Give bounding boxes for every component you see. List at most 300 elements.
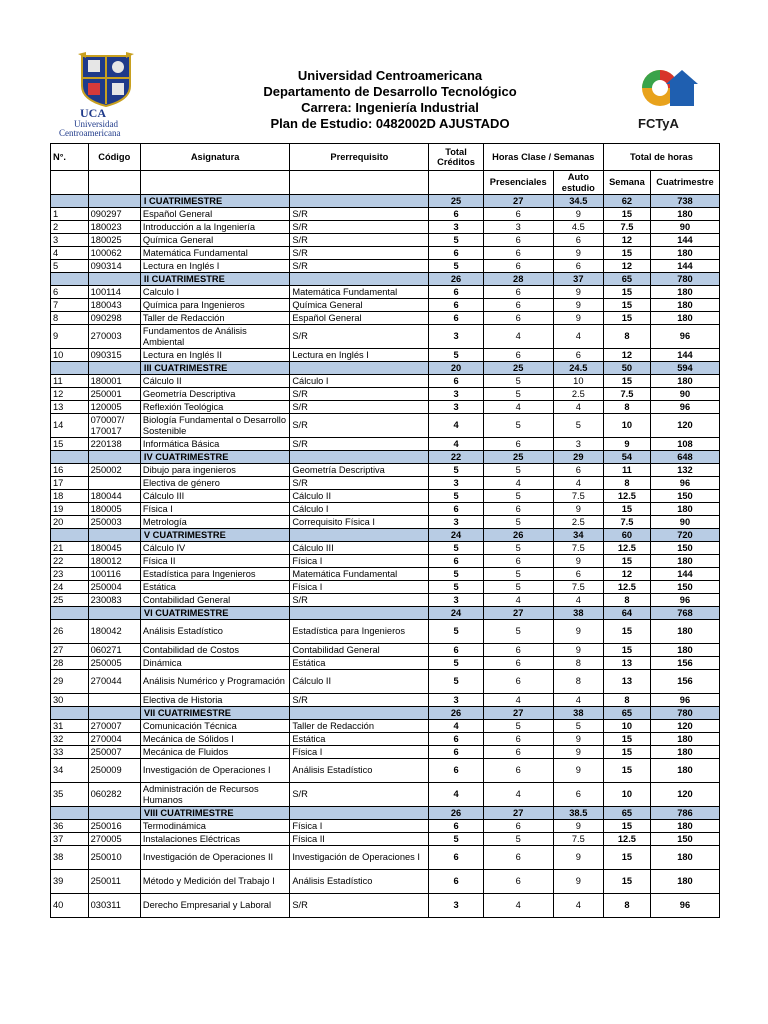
row-prereq: S/R bbox=[290, 477, 429, 490]
row-cuatrimestre: 144 bbox=[650, 349, 719, 362]
row-credits: 5 bbox=[429, 260, 483, 273]
row-prereq: S/R bbox=[290, 894, 429, 918]
career-title: Carrera: Ingeniería Industrial bbox=[301, 100, 479, 115]
row-code: 180012 bbox=[88, 555, 140, 568]
row-subject: Mecánica de Fluidos bbox=[140, 746, 289, 759]
row-code: 180001 bbox=[88, 375, 140, 388]
row-code: 100062 bbox=[88, 247, 140, 260]
section-total: 780 bbox=[650, 707, 719, 720]
row-num: 32 bbox=[51, 733, 89, 746]
row-code: 180043 bbox=[88, 299, 140, 312]
row-code: 270044 bbox=[88, 670, 140, 694]
row-num: 38 bbox=[51, 846, 89, 870]
svg-text:Centroamericana: Centroamericana bbox=[59, 128, 121, 138]
section-total: 25 bbox=[483, 362, 553, 375]
row-semana: 8 bbox=[603, 325, 650, 349]
row-subject: Estadística para Ingenieros bbox=[140, 568, 289, 581]
row-presenciales: 6 bbox=[483, 759, 553, 783]
row-semana: 7.5 bbox=[603, 221, 650, 234]
row-semana: 12 bbox=[603, 260, 650, 273]
row-auto-estudio: 9 bbox=[553, 503, 603, 516]
row-subject: Metrología bbox=[140, 516, 289, 529]
row-semana: 12.5 bbox=[603, 542, 650, 555]
row-prereq: S/R bbox=[290, 260, 429, 273]
section-total: 594 bbox=[650, 362, 719, 375]
row-num: 19 bbox=[51, 503, 89, 516]
department-title: Departamento de Desarrollo Tecnológico bbox=[263, 84, 517, 99]
row-credits: 3 bbox=[429, 221, 483, 234]
table-row bbox=[51, 234, 720, 247]
row-cuatrimestre: 180 bbox=[650, 870, 719, 894]
row-credits: 6 bbox=[429, 746, 483, 759]
row-auto-estudio: 9 bbox=[553, 312, 603, 325]
section-total: 34 bbox=[553, 529, 603, 542]
row-credits: 5 bbox=[429, 464, 483, 477]
row-presenciales: 5 bbox=[483, 464, 553, 477]
row-presenciales: 6 bbox=[483, 670, 553, 694]
row-presenciales: 6 bbox=[483, 870, 553, 894]
row-semana: 15 bbox=[603, 820, 650, 833]
section-row bbox=[51, 273, 720, 286]
row-cuatrimestre: 132 bbox=[650, 464, 719, 477]
row-auto-estudio: 9 bbox=[553, 746, 603, 759]
row-credits: 3 bbox=[429, 477, 483, 490]
row-semana: 15 bbox=[603, 620, 650, 644]
row-cuatrimestre: 180 bbox=[650, 759, 719, 783]
row-code: 180042 bbox=[88, 620, 140, 644]
row-semana: 8 bbox=[603, 594, 650, 607]
row-subject: Termodinámica bbox=[140, 820, 289, 833]
col-total-hours: Total de horas bbox=[603, 144, 719, 171]
col-cuatrimestre: Cuatrimestre bbox=[650, 171, 719, 195]
row-auto-estudio: 9 bbox=[553, 870, 603, 894]
row-credits: 4 bbox=[429, 414, 483, 438]
row-auto-estudio: 5 bbox=[553, 414, 603, 438]
row-presenciales: 6 bbox=[483, 503, 553, 516]
row-presenciales: 6 bbox=[483, 733, 553, 746]
row-credits: 5 bbox=[429, 620, 483, 644]
row-auto-estudio: 5 bbox=[553, 720, 603, 733]
row-code: 090297 bbox=[88, 208, 140, 221]
table-row bbox=[51, 516, 720, 529]
row-prereq: Cálculo II bbox=[290, 490, 429, 503]
row-cuatrimestre: 180 bbox=[650, 746, 719, 759]
row-prereq: Lectura en Inglés I bbox=[290, 349, 429, 362]
section-total: 65 bbox=[603, 707, 650, 720]
row-cuatrimestre: 180 bbox=[650, 620, 719, 644]
section-total: 25 bbox=[483, 451, 553, 464]
row-num: 33 bbox=[51, 746, 89, 759]
row-code: 250016 bbox=[88, 820, 140, 833]
section-name: I CUATRIMESTRE bbox=[140, 195, 289, 208]
row-presenciales: 6 bbox=[483, 234, 553, 247]
row-subject: Mecánica de Sólidos I bbox=[140, 733, 289, 746]
row-semana: 9 bbox=[603, 438, 650, 451]
row-subject: Contabilidad General bbox=[140, 594, 289, 607]
section-name: VII CUATRIMESTRE bbox=[140, 707, 289, 720]
section-row bbox=[51, 529, 720, 542]
table-row bbox=[51, 644, 720, 657]
row-presenciales: 6 bbox=[483, 438, 553, 451]
row-credits: 4 bbox=[429, 720, 483, 733]
row-cuatrimestre: 180 bbox=[650, 208, 719, 221]
row-subject: Calculo I bbox=[140, 286, 289, 299]
row-presenciales: 4 bbox=[483, 894, 553, 918]
row-credits: 6 bbox=[429, 375, 483, 388]
row-semana: 8 bbox=[603, 894, 650, 918]
row-code bbox=[88, 477, 140, 490]
row-auto-estudio: 2.5 bbox=[553, 516, 603, 529]
row-cuatrimestre: 120 bbox=[650, 783, 719, 807]
row-credits: 6 bbox=[429, 759, 483, 783]
row-code: 100116 bbox=[88, 568, 140, 581]
table-row bbox=[51, 260, 720, 273]
subheader-row bbox=[51, 171, 720, 195]
row-code: 180023 bbox=[88, 221, 140, 234]
row-code: 270007 bbox=[88, 720, 140, 733]
col-prereq: Prerrequisito bbox=[290, 144, 429, 171]
row-subject: Lectura en Inglés I bbox=[140, 260, 289, 273]
row-num: 37 bbox=[51, 833, 89, 846]
section-total: 64 bbox=[603, 607, 650, 620]
row-presenciales: 4 bbox=[483, 325, 553, 349]
section-total: 26 bbox=[429, 707, 483, 720]
row-prereq: S/R bbox=[290, 234, 429, 247]
table-row bbox=[51, 670, 720, 694]
row-prereq: Español General bbox=[290, 312, 429, 325]
table-row bbox=[51, 594, 720, 607]
row-credits: 6 bbox=[429, 733, 483, 746]
row-subject: Matemática Fundamental bbox=[140, 247, 289, 260]
row-subject: Estática bbox=[140, 581, 289, 594]
table-row bbox=[51, 438, 720, 451]
row-credits: 6 bbox=[429, 846, 483, 870]
row-credits: 6 bbox=[429, 312, 483, 325]
row-presenciales: 4 bbox=[483, 694, 553, 707]
row-credits: 5 bbox=[429, 657, 483, 670]
section-total: 738 bbox=[650, 195, 719, 208]
row-cuatrimestre: 108 bbox=[650, 438, 719, 451]
row-auto-estudio: 9 bbox=[553, 247, 603, 260]
row-credits: 5 bbox=[429, 234, 483, 247]
row-presenciales: 5 bbox=[483, 542, 553, 555]
row-prereq: Cálculo III bbox=[290, 542, 429, 555]
row-subject: Cálculo II bbox=[140, 375, 289, 388]
table-row bbox=[51, 312, 720, 325]
table-row bbox=[51, 568, 720, 581]
row-auto-estudio: 10 bbox=[553, 375, 603, 388]
table-row bbox=[51, 477, 720, 490]
row-semana: 13 bbox=[603, 657, 650, 670]
row-auto-estudio: 7.5 bbox=[553, 490, 603, 503]
row-presenciales: 5 bbox=[483, 720, 553, 733]
table-row bbox=[51, 401, 720, 414]
section-total: 38.5 bbox=[553, 807, 603, 820]
row-code: 090298 bbox=[88, 312, 140, 325]
row-auto-estudio: 9 bbox=[553, 820, 603, 833]
row-num: 22 bbox=[51, 555, 89, 568]
header-row bbox=[51, 144, 720, 171]
section-total: 26 bbox=[429, 273, 483, 286]
row-presenciales: 6 bbox=[483, 746, 553, 759]
section-total: 54 bbox=[603, 451, 650, 464]
row-num: 6 bbox=[51, 286, 89, 299]
row-credits: 5 bbox=[429, 542, 483, 555]
section-name: VIII CUATRIMESTRE bbox=[140, 807, 289, 820]
table-row bbox=[51, 783, 720, 807]
row-auto-estudio: 7.5 bbox=[553, 581, 603, 594]
row-subject: Introducción a la Ingeniería bbox=[140, 221, 289, 234]
table-row bbox=[51, 870, 720, 894]
table-row bbox=[51, 247, 720, 260]
row-code: 090315 bbox=[88, 349, 140, 362]
row-semana: 7.5 bbox=[603, 388, 650, 401]
row-num: 5 bbox=[51, 260, 89, 273]
row-subject: Análisis Estadístico bbox=[140, 620, 289, 644]
row-cuatrimestre: 90 bbox=[650, 388, 719, 401]
row-prereq: S/R bbox=[290, 247, 429, 260]
row-prereq: Física I bbox=[290, 820, 429, 833]
row-code: 100114 bbox=[88, 286, 140, 299]
row-cuatrimestre: 180 bbox=[650, 555, 719, 568]
row-num: 18 bbox=[51, 490, 89, 503]
row-semana: 10 bbox=[603, 414, 650, 438]
section-row bbox=[51, 807, 720, 820]
row-prereq: Cálculo I bbox=[290, 503, 429, 516]
row-cuatrimestre: 180 bbox=[650, 286, 719, 299]
row-presenciales: 5 bbox=[483, 581, 553, 594]
row-code: 180005 bbox=[88, 503, 140, 516]
row-subject: Cálculo IV bbox=[140, 542, 289, 555]
fctya-logo bbox=[632, 62, 704, 134]
section-total: 27 bbox=[483, 707, 553, 720]
row-num: 17 bbox=[51, 477, 89, 490]
row-semana: 15 bbox=[603, 208, 650, 221]
section-name: V CUATRIMESTRE bbox=[140, 529, 289, 542]
section-total: 780 bbox=[650, 273, 719, 286]
section-total: 768 bbox=[650, 607, 719, 620]
row-num: 30 bbox=[51, 694, 89, 707]
row-subject: Investigación de Operaciones I bbox=[140, 759, 289, 783]
row-credits: 3 bbox=[429, 516, 483, 529]
row-presenciales: 4 bbox=[483, 477, 553, 490]
row-presenciales: 6 bbox=[483, 349, 553, 362]
row-semana: 15 bbox=[603, 759, 650, 783]
row-subject: Física I bbox=[140, 503, 289, 516]
row-semana: 12.5 bbox=[603, 490, 650, 503]
row-prereq: S/R bbox=[290, 694, 429, 707]
row-prereq: Física I bbox=[290, 555, 429, 568]
row-subject: Taller de Redacción bbox=[140, 312, 289, 325]
row-num: 11 bbox=[51, 375, 89, 388]
row-num: 40 bbox=[51, 894, 89, 918]
row-num: 8 bbox=[51, 312, 89, 325]
row-presenciales: 5 bbox=[483, 388, 553, 401]
row-code: 250005 bbox=[88, 657, 140, 670]
row-num: 35 bbox=[51, 783, 89, 807]
section-total: 24.5 bbox=[553, 362, 603, 375]
row-cuatrimestre: 96 bbox=[650, 325, 719, 349]
col-credits: Total Créditos bbox=[429, 144, 483, 171]
row-auto-estudio: 9 bbox=[553, 299, 603, 312]
row-semana: 15 bbox=[603, 247, 650, 260]
row-num: 13 bbox=[51, 401, 89, 414]
row-prereq: S/R bbox=[290, 414, 429, 438]
row-subject: Reflexión Teológica bbox=[140, 401, 289, 414]
row-credits: 4 bbox=[429, 783, 483, 807]
row-semana: 13 bbox=[603, 670, 650, 694]
row-cuatrimestre: 180 bbox=[650, 503, 719, 516]
table-row bbox=[51, 375, 720, 388]
row-auto-estudio: 7.5 bbox=[553, 542, 603, 555]
row-subject: Biología Fundamental o Desarrollo Sostenible bbox=[140, 414, 289, 438]
section-total: 38 bbox=[553, 707, 603, 720]
row-num: 10 bbox=[51, 349, 89, 362]
row-num: 12 bbox=[51, 388, 89, 401]
row-auto-estudio: 9 bbox=[553, 733, 603, 746]
section-total: 24 bbox=[429, 529, 483, 542]
row-semana: 7.5 bbox=[603, 516, 650, 529]
row-cuatrimestre: 96 bbox=[650, 401, 719, 414]
col-semana: Semana bbox=[603, 171, 650, 195]
row-credits: 6 bbox=[429, 503, 483, 516]
row-prereq: Análisis Estadístico bbox=[290, 870, 429, 894]
row-auto-estudio: 4 bbox=[553, 894, 603, 918]
row-semana: 8 bbox=[603, 694, 650, 707]
row-presenciales: 4 bbox=[483, 594, 553, 607]
row-semana: 15 bbox=[603, 375, 650, 388]
row-auto-estudio: 6 bbox=[553, 783, 603, 807]
section-total: 34.5 bbox=[553, 195, 603, 208]
row-semana: 15 bbox=[603, 870, 650, 894]
document-titles bbox=[180, 68, 600, 132]
section-total: 62 bbox=[603, 195, 650, 208]
row-code: 180025 bbox=[88, 234, 140, 247]
row-cuatrimestre: 180 bbox=[650, 820, 719, 833]
row-prereq: Cálculo II bbox=[290, 670, 429, 694]
row-presenciales: 6 bbox=[483, 555, 553, 568]
row-prereq: Estática bbox=[290, 733, 429, 746]
row-num: 29 bbox=[51, 670, 89, 694]
row-auto-estudio: 6 bbox=[553, 260, 603, 273]
table-row bbox=[51, 464, 720, 477]
row-num: 15 bbox=[51, 438, 89, 451]
row-prereq: Química General bbox=[290, 299, 429, 312]
row-code: 250009 bbox=[88, 759, 140, 783]
row-prereq: Matemática Fundamental bbox=[290, 286, 429, 299]
col-presenciales: Presenciales bbox=[483, 171, 553, 195]
row-cuatrimestre: 150 bbox=[650, 581, 719, 594]
row-presenciales: 6 bbox=[483, 299, 553, 312]
row-num: 24 bbox=[51, 581, 89, 594]
section-total: 37 bbox=[553, 273, 603, 286]
row-credits: 5 bbox=[429, 670, 483, 694]
row-semana: 15 bbox=[603, 555, 650, 568]
row-auto-estudio: 4 bbox=[553, 594, 603, 607]
row-prereq: Contabilidad General bbox=[290, 644, 429, 657]
row-num: 16 bbox=[51, 464, 89, 477]
row-auto-estudio: 8 bbox=[553, 670, 603, 694]
row-code bbox=[88, 694, 140, 707]
row-credits: 5 bbox=[429, 490, 483, 503]
col-hours-class: Horas Clase / Semanas bbox=[483, 144, 603, 171]
section-total: 24 bbox=[429, 607, 483, 620]
uca-logo bbox=[56, 52, 156, 138]
row-credits: 6 bbox=[429, 208, 483, 221]
row-code: 250001 bbox=[88, 388, 140, 401]
row-subject: Lectura en Inglés II bbox=[140, 349, 289, 362]
row-subject: Electiva de género bbox=[140, 477, 289, 490]
row-prereq: S/R bbox=[290, 208, 429, 221]
section-total: 27 bbox=[483, 807, 553, 820]
study-plan-table bbox=[50, 143, 720, 918]
row-code: 230083 bbox=[88, 594, 140, 607]
row-auto-estudio: 6 bbox=[553, 568, 603, 581]
section-total: 29 bbox=[553, 451, 603, 464]
row-subject: Física II bbox=[140, 555, 289, 568]
row-auto-estudio: 6 bbox=[553, 349, 603, 362]
row-semana: 12 bbox=[603, 568, 650, 581]
row-presenciales: 6 bbox=[483, 247, 553, 260]
row-subject: Comunicación Técnica bbox=[140, 720, 289, 733]
row-code: 250011 bbox=[88, 870, 140, 894]
row-subject: Dibujo para ingenieros bbox=[140, 464, 289, 477]
row-prereq: Geometría Descriptiva bbox=[290, 464, 429, 477]
row-cuatrimestre: 180 bbox=[650, 247, 719, 260]
row-cuatrimestre: 180 bbox=[650, 299, 719, 312]
row-cuatrimestre: 150 bbox=[650, 542, 719, 555]
row-credits: 3 bbox=[429, 694, 483, 707]
section-total: 38 bbox=[553, 607, 603, 620]
row-prereq: S/R bbox=[290, 594, 429, 607]
row-code: 120005 bbox=[88, 401, 140, 414]
row-subject: Administración de Recursos Humanos bbox=[140, 783, 289, 807]
row-semana: 15 bbox=[603, 846, 650, 870]
row-credits: 3 bbox=[429, 325, 483, 349]
row-auto-estudio: 7.5 bbox=[553, 833, 603, 846]
row-cuatrimestre: 180 bbox=[650, 733, 719, 746]
row-auto-estudio: 4 bbox=[553, 694, 603, 707]
row-cuatrimestre: 180 bbox=[650, 846, 719, 870]
row-cuatrimestre: 150 bbox=[650, 490, 719, 503]
row-num: 27 bbox=[51, 644, 89, 657]
row-prereq: Investigación de Operaciones I bbox=[290, 846, 429, 870]
plan-title: Plan de Estudio: 0482002D AJUSTADO bbox=[270, 116, 510, 131]
row-num: 21 bbox=[51, 542, 89, 555]
section-total: 26 bbox=[483, 529, 553, 542]
row-subject: Método y Medición del Trabajo I bbox=[140, 870, 289, 894]
row-prereq: Cálculo I bbox=[290, 375, 429, 388]
row-presenciales: 6 bbox=[483, 208, 553, 221]
row-credits: 6 bbox=[429, 644, 483, 657]
table-row bbox=[51, 325, 720, 349]
university-title: Universidad Centroamericana bbox=[297, 68, 483, 83]
section-row bbox=[51, 607, 720, 620]
svg-text:FCTyA: FCTyA bbox=[638, 116, 679, 131]
table-row bbox=[51, 542, 720, 555]
section-name: IV CUATRIMESTRE bbox=[140, 451, 289, 464]
svg-text:UCA: UCA bbox=[80, 106, 106, 120]
row-cuatrimestre: 120 bbox=[650, 414, 719, 438]
table-row bbox=[51, 208, 720, 221]
table-row bbox=[51, 503, 720, 516]
row-prereq: S/R bbox=[290, 221, 429, 234]
row-credits: 6 bbox=[429, 555, 483, 568]
row-subject: Fundamentos de Análisis Ambiental bbox=[140, 325, 289, 349]
row-semana: 15 bbox=[603, 312, 650, 325]
row-code: 180045 bbox=[88, 542, 140, 555]
row-presenciales: 6 bbox=[483, 657, 553, 670]
